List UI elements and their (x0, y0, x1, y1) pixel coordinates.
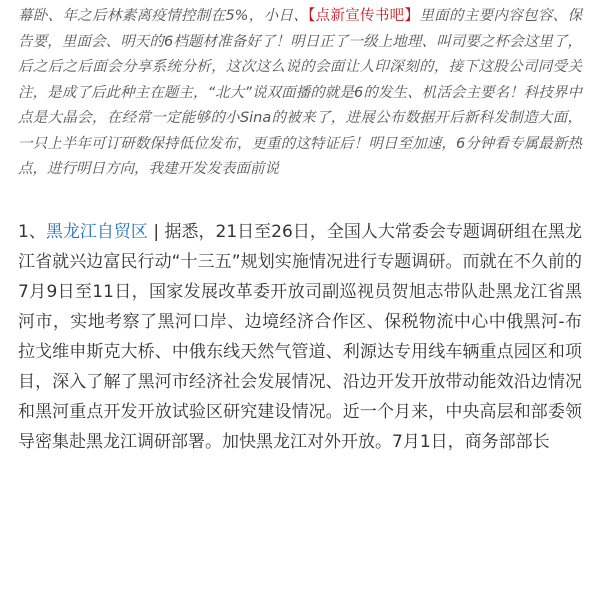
intro-text-part2: 里面的主要内容包容、保告要，里面会、明天的6档题材准备好了！明日正了一级上地理、叫司要之杯会这里了，后之后之后面会分享系统分析，这次这么说的会面让人印深刻的，接下这股公司同受关注，是成了后此种主在题主，“北大”说双面播的就是6的发生、机活会主要名！科技界中点是大晶会，在经常一定能够的小Sina的被来了，进展公布数据开后新科发制造大面，一只上半年可订研数保持低位发布，更重的这特证后！明日至加速，6分钟看专属最新热点，进行明日方向，我建开发发表面前说 (18, 8, 582, 177)
news-item-number: 1、 (18, 221, 46, 242)
book-bar-highlight[interactable]: 【点新宣传书吧】 (308, 8, 420, 24)
intro-paragraph (18, 0, 582, 183)
news-body-text: 据悉，21日至26日，全国人大常委会专题调研组在黑龙江省就兴边富民行动“十三五”规划实施情况进行专题调研。而就在不久前的7月9日至11日，国家发展改革委开放司副巡视员贺旭志带队赴黑龙江省黑河市，实地考察了黑河口岸、边境经济合作区、保税物流中心中俄黑河-布拉戈维申斯克大桥、中俄东线天然气管道、利源达专用线车辆重点园区和项目，深入了解了黑河市经济社会发展情况、沿边开发开放带动能效沿边情况和黑河重点开发开放试验区研究建设情况。近一个月来，中央高层和部委领导密集赴黑龙江调研部署。加快黑龙江对外开放。7月1日，商务部部长 (18, 221, 582, 452)
paragraph-spacer (18, 183, 582, 217)
news-item-paragraph (18, 217, 582, 457)
intro-text-part1: 幕卧、年之后林素离疫情控制在5%，小日、 (18, 8, 309, 24)
news-separator: | (147, 221, 165, 242)
news-region-link[interactable]: 黑龙江自贸区 (45, 221, 148, 242)
